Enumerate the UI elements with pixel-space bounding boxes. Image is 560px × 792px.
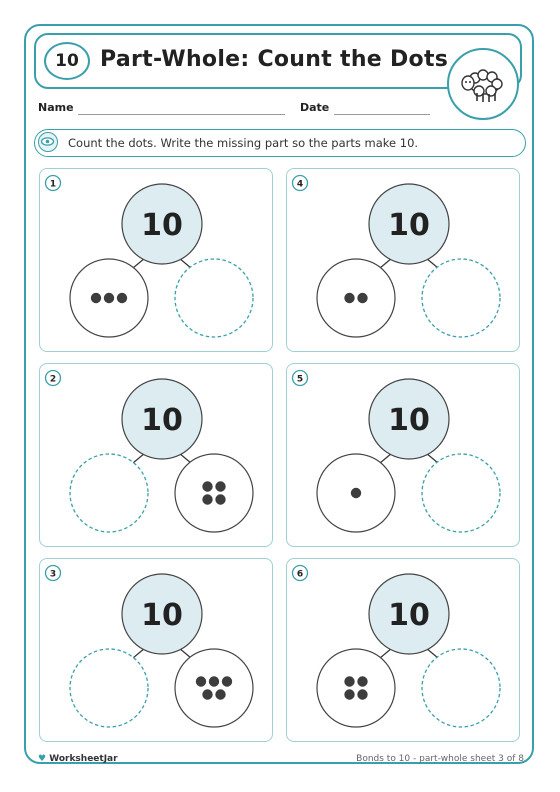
name-label: Name bbox=[38, 101, 74, 114]
part-whole-diagram bbox=[40, 559, 274, 743]
count-dot bbox=[117, 293, 127, 303]
problem-card bbox=[39, 168, 273, 352]
whole-value: 10 bbox=[141, 403, 183, 438]
whole-value: 10 bbox=[141, 208, 183, 243]
part-whole-diagram bbox=[287, 364, 521, 548]
part-whole-diagram bbox=[40, 169, 274, 353]
problem-card bbox=[286, 363, 520, 547]
answer-circle[interactable] bbox=[70, 649, 148, 727]
part-whole-diagram bbox=[287, 559, 521, 743]
problem-number: 6 bbox=[296, 569, 304, 580]
problem-number: 5 bbox=[296, 374, 304, 385]
answer-circle[interactable] bbox=[175, 259, 253, 337]
answer-circle[interactable] bbox=[422, 454, 500, 532]
problem-number: 4 bbox=[296, 179, 304, 190]
count-dot bbox=[222, 676, 232, 686]
sheet-badge: 10 bbox=[44, 42, 90, 80]
count-dot bbox=[215, 689, 225, 699]
count-dot bbox=[357, 676, 367, 686]
answer-circle[interactable] bbox=[422, 649, 500, 727]
count-dot bbox=[202, 481, 212, 491]
sheep-icon bbox=[447, 48, 519, 120]
whole-value: 10 bbox=[388, 208, 430, 243]
count-dot bbox=[91, 293, 101, 303]
answer-circle[interactable] bbox=[70, 454, 148, 532]
problem-number: 3 bbox=[49, 569, 57, 580]
footer-info: Bonds to 10 - part-whole sheet 3 of 8 bbox=[356, 754, 524, 764]
count-dot bbox=[202, 689, 212, 699]
problem-card bbox=[286, 558, 520, 742]
count-dot bbox=[351, 488, 361, 498]
instruction-text: Count the dots. Write the missing part so the parts make 10. bbox=[68, 136, 419, 150]
known-part-circle bbox=[317, 649, 395, 727]
known-part-circle bbox=[317, 259, 395, 337]
count-dot bbox=[104, 293, 114, 303]
problem-card bbox=[286, 168, 520, 352]
problem-card bbox=[39, 363, 273, 547]
count-dot bbox=[196, 676, 206, 686]
count-dot bbox=[344, 689, 354, 699]
whole-value: 10 bbox=[388, 598, 430, 633]
whole-value: 10 bbox=[141, 598, 183, 633]
known-part-circle bbox=[175, 454, 253, 532]
part-whole-diagram bbox=[40, 364, 274, 548]
count-dot bbox=[209, 676, 219, 686]
date-label: Date bbox=[300, 101, 330, 114]
problem-number: 1 bbox=[49, 179, 57, 190]
problem-card bbox=[39, 558, 273, 742]
count-dot bbox=[344, 676, 354, 686]
known-part-circle bbox=[175, 649, 253, 727]
count-dot bbox=[357, 689, 367, 699]
heart-icon: ♥ bbox=[38, 754, 47, 764]
footer-brand: ♥ WorksheetJar bbox=[38, 754, 118, 764]
count-dot bbox=[344, 293, 354, 303]
count-dot bbox=[202, 494, 212, 504]
name-field[interactable] bbox=[78, 114, 285, 115]
eye-icon bbox=[38, 132, 58, 152]
count-dot bbox=[215, 481, 225, 491]
page-title: Part-Whole: Count the Dots bbox=[100, 47, 449, 72]
answer-circle[interactable] bbox=[422, 259, 500, 337]
problem-number: 2 bbox=[49, 374, 57, 385]
part-whole-diagram bbox=[287, 169, 521, 353]
count-dot bbox=[215, 494, 225, 504]
count-dot bbox=[357, 293, 367, 303]
date-field[interactable] bbox=[334, 114, 430, 115]
whole-value: 10 bbox=[388, 403, 430, 438]
